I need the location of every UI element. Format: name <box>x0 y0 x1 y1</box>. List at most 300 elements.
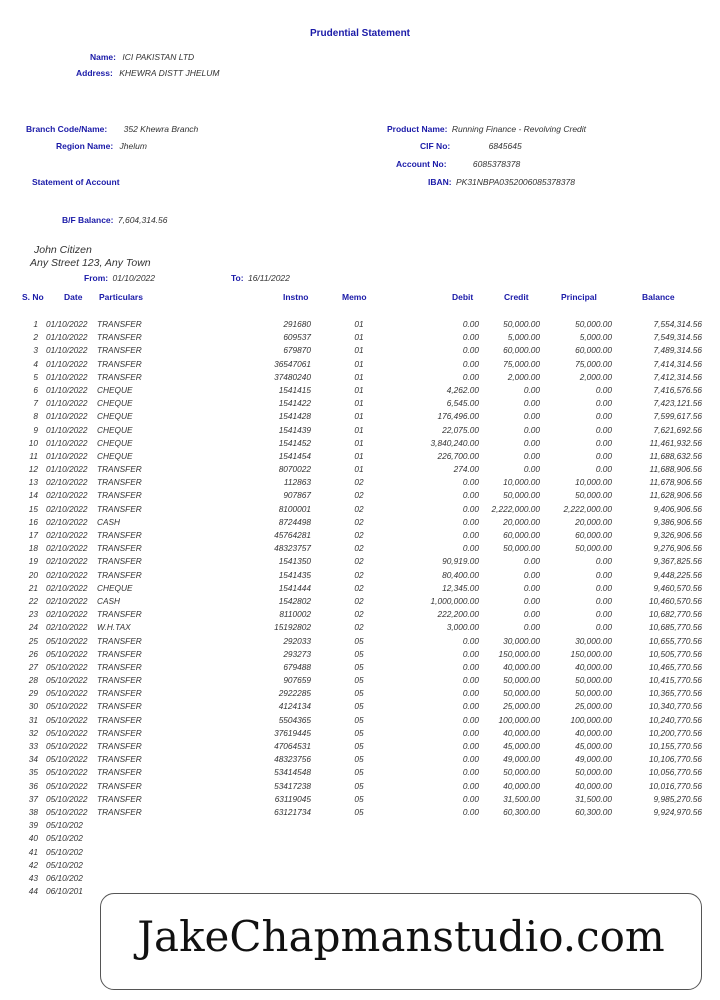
row-credit: 10,000.00 <box>503 477 540 488</box>
row-balance: 9,386,906.56 <box>653 516 702 527</box>
row-principal: 0.00 <box>595 622 612 633</box>
row-sno: 42 <box>28 859 38 870</box>
table-row <box>0 860 720 873</box>
table-row <box>0 411 720 424</box>
table-row <box>0 398 720 411</box>
row-instno: 293273 <box>283 648 311 659</box>
row-principal: 60,300.00 <box>575 806 612 817</box>
row-principal: 0.00 <box>595 437 612 448</box>
row-memo: 01 <box>354 384 364 395</box>
row-particulars: TRANSFER <box>97 661 142 672</box>
row-memo: 02 <box>354 490 364 501</box>
row-principal: 0.00 <box>595 464 612 475</box>
iban-label: IBAN: <box>428 177 452 187</box>
period-from-line <box>84 273 155 283</box>
row-date: 05/10/2022 <box>46 741 88 751</box>
row-credit: 150,000.00 <box>498 648 540 659</box>
row-principal: 0.00 <box>595 398 612 409</box>
row-credit: 40,000.00 <box>503 780 540 791</box>
row-sno: 15 <box>28 503 38 514</box>
row-instno: 1541350 <box>278 556 311 567</box>
row-particulars: CHEQUE <box>97 424 133 435</box>
row-credit: 5,000.00 <box>507 332 540 343</box>
row-sno: 39 <box>28 820 38 831</box>
row-balance: 10,016,770.56 <box>648 780 702 791</box>
row-date: 05/10/202 <box>46 820 83 831</box>
row-instno: 907659 <box>283 675 311 686</box>
row-balance: 9,924,970.56 <box>653 806 702 817</box>
row-date: 05/10/202 <box>46 859 83 870</box>
account-value: 6085378378 <box>472 159 521 169</box>
watermark-box <box>100 893 702 990</box>
row-principal: 45,000.00 <box>575 741 612 751</box>
account-line <box>396 159 520 169</box>
row-instno: 1541415 <box>278 384 311 395</box>
row-balance: 10,505,770.56 <box>648 648 702 659</box>
col-principal: Principal <box>561 292 597 302</box>
row-date: 01/10/2022 <box>46 332 88 343</box>
row-particulars: TRANSFER <box>97 675 142 686</box>
row-particulars: TRANSFER <box>97 780 142 791</box>
row-debit: 0.00 <box>462 714 479 725</box>
row-principal: 50,000.00 <box>575 543 612 554</box>
row-date: 06/10/202 <box>46 872 83 883</box>
table-row <box>0 464 720 477</box>
row-principal: 31,500.00 <box>575 793 612 804</box>
customer-address-label: Address: <box>76 68 113 78</box>
row-instno: 63121734 <box>274 806 311 817</box>
row-instno: 53414548 <box>274 767 311 778</box>
row-debit: 0.00 <box>462 754 479 765</box>
row-credit: 40,000.00 <box>503 727 540 738</box>
row-memo: 05 <box>354 675 364 686</box>
table-row <box>0 319 720 332</box>
row-particulars: TRANSFER <box>97 635 142 646</box>
row-principal: 0.00 <box>595 556 612 567</box>
row-date: 05/10/2022 <box>46 648 88 659</box>
table-row <box>0 715 720 728</box>
row-sno: 30 <box>28 701 38 712</box>
table-row <box>0 741 720 754</box>
table-row <box>0 596 720 609</box>
row-date: 05/10/2022 <box>46 793 88 804</box>
row-debit: 0.00 <box>462 635 479 646</box>
row-sno: 37 <box>28 793 38 804</box>
col-balance: Balance <box>642 292 675 302</box>
row-credit: 40,000.00 <box>503 661 540 672</box>
row-credit: 50,000.00 <box>503 675 540 686</box>
row-principal: 0.00 <box>595 595 612 606</box>
from-value: 01/10/2022 <box>112 273 156 283</box>
table-row <box>0 873 720 886</box>
row-memo: 05 <box>354 806 364 817</box>
row-date: 02/10/2022 <box>46 477 88 488</box>
row-debit: 0.00 <box>462 477 479 488</box>
row-instno: 1541444 <box>278 582 311 593</box>
row-date: 01/10/2022 <box>46 345 88 356</box>
row-balance: 10,460,570.56 <box>648 595 702 606</box>
table-row <box>0 794 720 807</box>
row-instno: 15192802 <box>274 622 311 633</box>
table-row <box>0 530 720 543</box>
row-memo: 02 <box>354 556 364 567</box>
row-particulars: TRANSFER <box>97 332 142 343</box>
row-sno: 7 <box>33 398 38 409</box>
row-memo: 01 <box>354 411 364 422</box>
row-balance: 7,599,617.56 <box>653 411 702 422</box>
row-instno: 679488 <box>283 661 311 672</box>
row-debit: 0.00 <box>462 319 479 329</box>
row-date: 05/10/2022 <box>46 806 88 817</box>
row-memo: 05 <box>354 701 364 712</box>
row-sno: 21 <box>28 582 38 593</box>
table-row <box>0 425 720 438</box>
row-principal: 0.00 <box>595 582 612 593</box>
row-sno: 16 <box>28 516 38 527</box>
row-particulars: TRANSFER <box>97 319 142 329</box>
row-credit: 0.00 <box>523 424 540 435</box>
period-to-line <box>231 273 290 283</box>
row-principal: 5,000.00 <box>579 332 612 343</box>
row-principal: 2,000.00 <box>579 371 612 382</box>
row-date: 01/10/2022 <box>46 398 88 409</box>
table-row <box>0 636 720 649</box>
row-instno: 8070022 <box>278 464 311 475</box>
col-instno: Instno <box>283 292 309 302</box>
row-particulars: TRANSFER <box>97 793 142 804</box>
statement-of-account: Statement of Account <box>32 177 120 187</box>
row-particulars: TRANSFER <box>97 477 142 488</box>
col-date: Date <box>64 292 83 302</box>
row-instno: 907867 <box>283 490 311 501</box>
row-particulars: TRANSFER <box>97 714 142 725</box>
row-principal: 20,000.00 <box>575 516 612 527</box>
row-debit: 176,496.00 <box>437 411 479 422</box>
row-balance: 10,465,770.56 <box>648 661 702 672</box>
row-instno: 53417238 <box>274 780 311 791</box>
row-debit: 3,840,240.00 <box>430 437 479 448</box>
row-memo: 02 <box>354 609 364 620</box>
row-instno: 37480240 <box>274 371 311 382</box>
row-principal: 75,000.00 <box>575 358 612 369</box>
table-row <box>0 543 720 556</box>
table-row <box>0 833 720 846</box>
branch-value: 352 Khewra Branch <box>123 124 199 134</box>
row-instno: 5504365 <box>278 714 311 725</box>
row-memo: 01 <box>354 332 364 343</box>
row-principal: 50,000.00 <box>575 688 612 699</box>
row-particulars: CHEQUE <box>97 411 133 422</box>
row-instno: 8100001 <box>278 503 311 514</box>
row-instno: 1541428 <box>278 411 311 422</box>
row-debit: 0.00 <box>462 358 479 369</box>
row-balance: 7,414,314.56 <box>653 358 702 369</box>
customer-name-line <box>90 52 194 62</box>
row-date: 01/10/2022 <box>46 411 88 422</box>
row-debit: 6,545.00 <box>446 398 479 409</box>
row-debit: 22,075.00 <box>442 424 479 435</box>
row-date: 01/10/2022 <box>46 358 88 369</box>
watermark-text: JakeChapmanstudio.com <box>137 912 665 961</box>
row-debit: 0.00 <box>462 806 479 817</box>
row-balance: 9,406,906.56 <box>653 503 702 514</box>
table-row <box>0 807 720 820</box>
table-row <box>0 649 720 662</box>
row-principal: 0.00 <box>595 569 612 580</box>
row-principal: 25,000.00 <box>575 701 612 712</box>
row-principal: 30,000.00 <box>575 635 612 646</box>
to-value: 16/11/2022 <box>247 273 290 283</box>
account-label: Account No: <box>396 159 447 169</box>
row-memo: 01 <box>354 424 364 435</box>
row-credit: 60,000.00 <box>503 345 540 356</box>
row-sno: 25 <box>28 635 38 646</box>
row-credit: 0.00 <box>523 464 540 475</box>
row-balance: 9,326,906.56 <box>653 530 702 540</box>
row-sno: 12 <box>28 464 38 475</box>
bf-balance-label: B/F Balance: <box>62 215 114 225</box>
row-date: 02/10/2022 <box>46 622 88 633</box>
row-sno: 44 <box>28 886 38 897</box>
row-date: 02/10/2022 <box>46 503 88 514</box>
row-particulars: CASH <box>97 595 121 606</box>
row-sno: 10 <box>28 437 38 448</box>
row-date: 01/10/2022 <box>46 371 88 382</box>
region-value: Jhelum <box>119 141 147 151</box>
row-instno: 45764281 <box>274 530 311 540</box>
row-particulars: TRANSFER <box>97 556 142 567</box>
row-date: 05/10/2022 <box>46 727 88 738</box>
row-memo: 01 <box>354 358 364 369</box>
from-label: From: <box>84 273 109 283</box>
row-credit: 31,500.00 <box>503 793 540 804</box>
row-particulars: TRANSFER <box>97 754 142 765</box>
row-credit: 75,000.00 <box>503 358 540 369</box>
row-sno: 41 <box>28 846 38 857</box>
row-debit: 12,345.00 <box>442 582 479 593</box>
row-debit: 0.00 <box>462 767 479 778</box>
col-debit: Debit <box>452 292 474 302</box>
row-particulars: TRANSFER <box>97 767 142 778</box>
row-memo: 02 <box>354 477 364 488</box>
col-sno: S. No <box>22 292 44 302</box>
row-principal: 60,000.00 <box>575 530 612 540</box>
row-balance: 11,688,632.56 <box>649 450 702 461</box>
row-debit: 1,000,000.00 <box>430 595 479 606</box>
row-particulars: TRANSFER <box>97 609 142 620</box>
row-sno: 19 <box>28 556 38 567</box>
row-balance: 11,688,906.56 <box>649 464 702 475</box>
row-particulars: TRANSFER <box>97 741 142 751</box>
row-credit: 49,000.00 <box>503 754 540 765</box>
row-debit: 0.00 <box>462 332 479 343</box>
row-debit: 0.00 <box>462 701 479 712</box>
row-particulars: TRANSFER <box>97 806 142 817</box>
row-instno: 8110002 <box>279 609 311 620</box>
row-memo: 05 <box>354 767 364 778</box>
row-particulars: TRANSFER <box>97 701 142 712</box>
row-instno: 1541422 <box>278 398 311 409</box>
table-row <box>0 675 720 688</box>
row-sno: 1 <box>33 319 38 329</box>
row-balance: 10,155,770.56 <box>648 741 702 751</box>
row-sno: 24 <box>28 622 38 633</box>
row-balance: 10,365,770.56 <box>648 688 702 699</box>
table-row <box>0 517 720 530</box>
row-balance: 7,621,692.56 <box>653 424 702 435</box>
row-sno: 27 <box>28 661 38 672</box>
row-credit: 0.00 <box>523 595 540 606</box>
row-debit: 90,919.00 <box>442 556 479 567</box>
iban-value: PK31NBPA0352006085378378 <box>455 177 575 187</box>
table-row <box>0 332 720 345</box>
row-instno: 8724498 <box>278 516 311 527</box>
row-debit: 0.00 <box>462 371 479 382</box>
row-memo: 02 <box>354 543 364 554</box>
row-sno: 5 <box>33 371 38 382</box>
row-date: 05/10/2022 <box>46 714 88 725</box>
row-instno: 1541454 <box>278 450 311 461</box>
row-debit: 0.00 <box>462 793 479 804</box>
holder-name: John Citizen <box>34 244 92 256</box>
row-debit: 0.00 <box>462 727 479 738</box>
row-debit: 0.00 <box>462 780 479 791</box>
row-principal: 50,000.00 <box>575 675 612 686</box>
row-credit: 100,000.00 <box>498 714 540 725</box>
row-principal: 10,000.00 <box>575 477 612 488</box>
row-date: 05/10/2022 <box>46 635 88 646</box>
row-instno: 48323756 <box>274 754 311 765</box>
row-debit: 0.00 <box>462 741 479 751</box>
row-particulars: TRANSFER <box>97 490 142 501</box>
row-sno: 40 <box>28 833 38 844</box>
table-row <box>0 345 720 358</box>
row-debit: 0.00 <box>462 688 479 699</box>
to-label: To: <box>231 273 244 283</box>
row-sno: 22 <box>28 595 38 606</box>
row-principal: 100,000.00 <box>570 714 612 725</box>
product-line <box>387 124 586 134</box>
transactions-table <box>0 319 720 899</box>
row-date: 05/10/2022 <box>46 688 88 699</box>
region-line <box>56 141 147 151</box>
row-date: 01/10/2022 <box>46 319 88 329</box>
row-sno: 20 <box>28 569 38 580</box>
row-debit: 0.00 <box>462 648 479 659</box>
row-memo: 02 <box>354 516 364 527</box>
row-date: 05/10/2022 <box>46 701 88 712</box>
table-row <box>0 556 720 569</box>
row-balance: 11,678,906.56 <box>649 477 702 488</box>
row-balance: 7,423,121.56 <box>653 398 702 409</box>
row-date: 02/10/2022 <box>46 595 88 606</box>
row-balance: 11,628,906.56 <box>649 490 702 501</box>
row-sno: 31 <box>28 714 38 725</box>
row-date: 01/10/2022 <box>46 464 88 475</box>
row-date: 05/10/2022 <box>46 780 88 791</box>
branch-label: Branch Code/Name: <box>26 124 108 134</box>
row-balance: 10,056,770.56 <box>648 767 702 778</box>
row-instno: 1541435 <box>278 569 311 580</box>
row-date: 02/10/2022 <box>46 516 88 527</box>
row-principal: 40,000.00 <box>575 727 612 738</box>
row-debit: 0.00 <box>462 503 479 514</box>
row-sno: 23 <box>28 609 38 620</box>
row-instno: 292033 <box>283 635 311 646</box>
row-instno: 1541439 <box>278 424 311 435</box>
row-particulars: TRANSFER <box>97 569 142 580</box>
row-sno: 36 <box>28 780 38 791</box>
row-instno: 63119045 <box>274 793 311 804</box>
row-memo: 01 <box>354 437 364 448</box>
row-date: 02/10/2022 <box>46 582 88 593</box>
row-date: 05/10/202 <box>46 846 83 857</box>
row-debit: 226,700.00 <box>437 450 479 461</box>
table-row <box>0 767 720 780</box>
row-principal: 0.00 <box>595 424 612 435</box>
row-particulars: CHEQUE <box>97 582 133 593</box>
row-memo: 01 <box>354 345 364 356</box>
row-instno: 112863 <box>283 477 311 488</box>
row-debit: 222,200.00 <box>437 609 479 620</box>
col-memo: Memo <box>342 292 367 302</box>
row-date: 02/10/2022 <box>46 530 88 540</box>
customer-name-label: Name: <box>90 52 116 62</box>
row-principal: 60,000.00 <box>575 345 612 356</box>
row-memo: 05 <box>354 635 364 646</box>
row-principal: 0.00 <box>595 450 612 461</box>
row-balance: 9,460,570.56 <box>653 582 702 593</box>
row-debit: 0.00 <box>462 516 479 527</box>
table-row <box>0 438 720 451</box>
row-sno: 35 <box>28 767 38 778</box>
row-memo: 05 <box>354 714 364 725</box>
row-sno: 26 <box>28 648 38 659</box>
row-memo: 05 <box>354 727 364 738</box>
table-row <box>0 781 720 794</box>
table-row <box>0 754 720 767</box>
table-row <box>0 385 720 398</box>
row-instno: 609537 <box>283 332 311 343</box>
row-balance: 9,448,225.56 <box>653 569 702 580</box>
row-sno: 4 <box>33 358 38 369</box>
row-instno: 37619445 <box>274 727 311 738</box>
statement-title: Prudential Statement <box>309 28 411 39</box>
row-balance: 10,685,770.56 <box>648 622 702 633</box>
row-sno: 34 <box>28 754 38 765</box>
row-particulars: TRANSFER <box>97 345 142 356</box>
row-principal: 40,000.00 <box>575 661 612 672</box>
product-value: Running Finance - Revolving Credit <box>451 124 587 134</box>
statement-of-account-line <box>32 177 120 187</box>
row-balance: 7,549,314.56 <box>653 332 702 343</box>
row-credit: 2,222,000.00 <box>491 503 540 514</box>
table-row <box>0 451 720 464</box>
row-sno: 38 <box>28 806 38 817</box>
row-sno: 6 <box>33 384 38 395</box>
table-row <box>0 504 720 517</box>
row-debit: 0.00 <box>462 675 479 686</box>
row-principal: 2,222,000.00 <box>563 503 612 514</box>
row-instno: 679870 <box>283 345 311 356</box>
table-row <box>0 609 720 622</box>
customer-name: ICI PAKISTAN LTD <box>122 52 195 62</box>
row-debit: 0.00 <box>462 530 479 540</box>
row-credit: 30,000.00 <box>503 635 540 646</box>
row-instno: 48323757 <box>274 543 311 554</box>
table-row <box>0 477 720 490</box>
table-row <box>0 570 720 583</box>
